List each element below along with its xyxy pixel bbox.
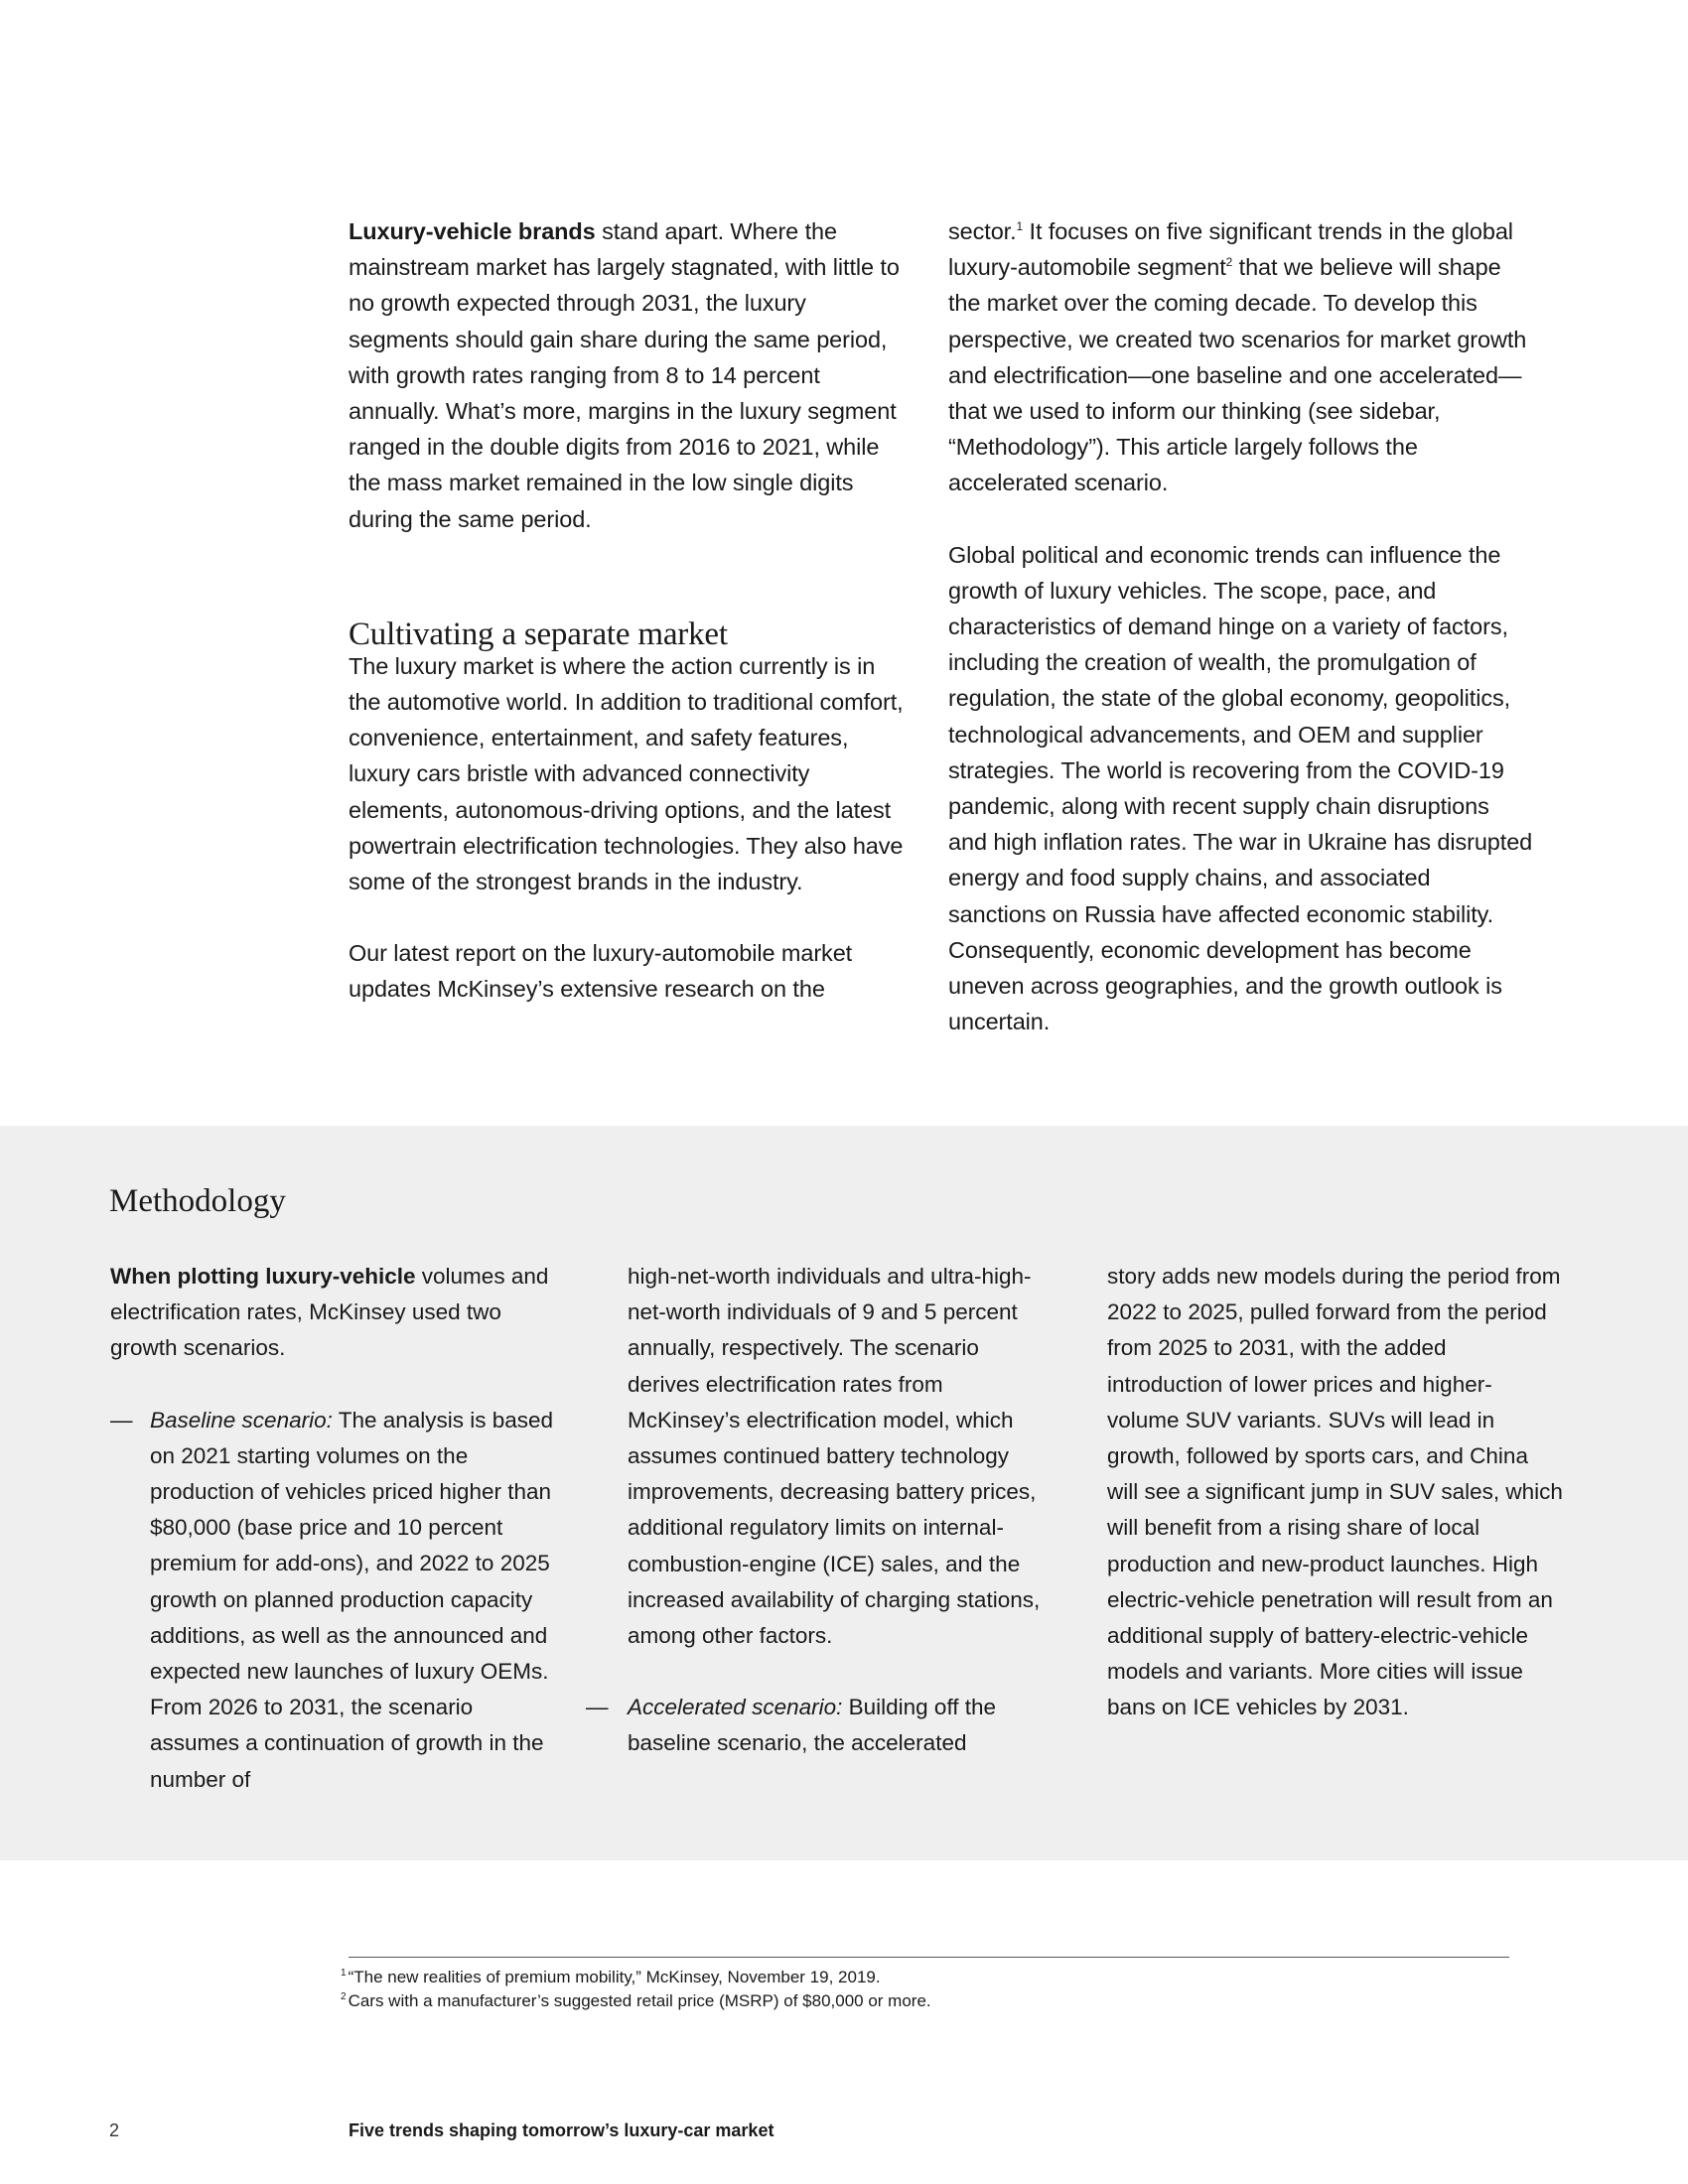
running-title: Five trends shaping tomorrow’s luxury-car market <box>349 2120 774 2140</box>
methodology-column-3 <box>1107 1259 1564 1726</box>
global-trends-paragraph: Global political and economic trends can influence the growth of luxury vehicles. The scope, pace, and characteristics of demand hinge on a variety of factors, including the creation of wealth, the promulgation of regulation, the state of the global economy, geopolitics, technological advancements, and OEM and supplier strategies. The world is recovering from the COVID-19 pandemic, along with recent supply chain disruptions and high inflation rates. The war in Ukraine has disrupted energy and food supply chains, and associated sanctions on Russia have affected economic stability. Consequently, economic development has become uneven across geographies, and the growth outlook is uncertain. <box>948 541 1533 1035</box>
footnote-divider <box>349 1957 1509 1958</box>
baseline-continuation: high-net-worth individuals and ultra-high-net-worth individuals of 9 and 5 percent annually, respectively. The scenario derives electrification rates from McKinsey’s electrification model, which assumes continued battery technology improvements, decreasing battery prices, additional regulatory limits on internal-combustion-engine (ICE) sales, and the increased availability of charging stations, among other factors. <box>628 1264 1041 1649</box>
baseline-scenario-item <box>110 1403 567 1798</box>
accelerated-label: Accelerated scenario: <box>628 1695 843 1720</box>
trends-text-b: It focuses on five significant trends in the global luxury-automobile segment <box>948 218 1513 281</box>
footnote-1 <box>341 1966 1502 1989</box>
methodology-column-2 <box>586 1259 1043 1762</box>
footnote-2-number: 2 <box>341 1991 347 2002</box>
methodology-intro-lead: When plotting luxury-vehicle <box>110 1264 416 1289</box>
trends-text-c: that we believe will shape the market over the coming decade. To develop this perspective, we created two scenarios for market growth and electrification—one baseline and one accelerated—that we used to inform our thinking (see sidebar, “Methodology”). This article largely follows the accelerated scenario. <box>948 254 1527 496</box>
accelerated-continuation: story adds new models during the period from 2022 to 2025, pulled forward from the period from 2025 to 2031, with the added introduction of lower prices and higher-volume SUV variants. SUVs will lead in growth, followed by sports cars, and China will see a significant jump in SUV sales, which will benefit from a rising share of local production and new-product launches. High electric-vehicle penetration will result from an additional supply of battery-electric-vehicle models and variants. More cities will issue bans on ICE vehicles by 2031. <box>1107 1264 1563 1720</box>
footnote-2-text: Cars with a manufacturer’s suggested retail price (MSRP) of $80,000 or more. <box>348 1991 931 2010</box>
footnote-1-number: 1 <box>341 1968 347 1979</box>
baseline-text: The analysis is based on 2021 starting volumes on the production of vehicles priced higher than $80,000 (base price and 10 percent premium for add-ons), and 2022 to 2025 growth on planned production capacity additions, as well as the announced and expected new launches of luxury OEMs. From 2026 to 2031, the scenario assumes a continuation of growth in the number of <box>150 1407 554 1792</box>
footnote-1-text: “The new realities of premium mobility,” McKinsey, November 19, 2019. <box>348 1968 881 1986</box>
methodology-column-1 <box>110 1259 567 1798</box>
latest-report-paragraph: Our latest report on the luxury-automobile market updates McKinsey’s extensive research on the <box>349 940 853 1003</box>
footnote-ref-1[interactable]: 1 <box>1016 219 1024 233</box>
methodology-intro <box>110 1259 567 1367</box>
methodology-sidebar <box>0 1126 1688 1860</box>
trends-text-a: sector. <box>948 218 1017 244</box>
section-heading: Cultivating a separate market <box>349 615 728 652</box>
article-right-column <box>948 213 1534 1039</box>
footnote-ref-2[interactable]: 2 <box>1225 255 1233 270</box>
footnotes <box>341 1966 1502 2013</box>
intro-paragraph <box>349 213 905 537</box>
accelerated-text: Building off the baseline scenario, the accelerated <box>628 1695 997 1756</box>
intro-lead: Luxury-vehicle brands <box>349 218 596 244</box>
baseline-label: Baseline scenario: <box>150 1407 333 1433</box>
luxury-market-paragraph: The luxury market is where the action currently is in the automotive world. In addition to traditional comfort, convenience, entertainment, and safety features, luxury cars bristle with advanced connectivity elements, autonomous-driving options, and the latest powertrain electrification technologies. They also have some of the strongest brands in the industry. <box>349 652 904 895</box>
page-number: 2 <box>109 2120 120 2140</box>
footnote-2 <box>341 1989 1502 2013</box>
trends-paragraph <box>948 213 1534 501</box>
accelerated-scenario-item <box>586 1690 1043 1761</box>
dash-bullet: — <box>110 1407 133 1433</box>
methodology-intro-text: volumes and electrification rates, McKinsey used two growth scenarios. <box>110 1264 549 1361</box>
intro-text: stand apart. Where the mainstream market has largely stagnated, with little to no growth expected through 2031, the luxury segments should gain share during the same period, with growth rates ranging from 8 to 14 percent annually. What’s more, margins in the luxury segment ranged in the double digits from 2016 to 2021, while the mass market remained in the low single digits during the same period. <box>349 218 900 532</box>
article-left-column <box>349 213 905 1008</box>
dash-bullet: — <box>586 1695 609 1720</box>
methodology-title: Methodology <box>109 1183 286 1219</box>
